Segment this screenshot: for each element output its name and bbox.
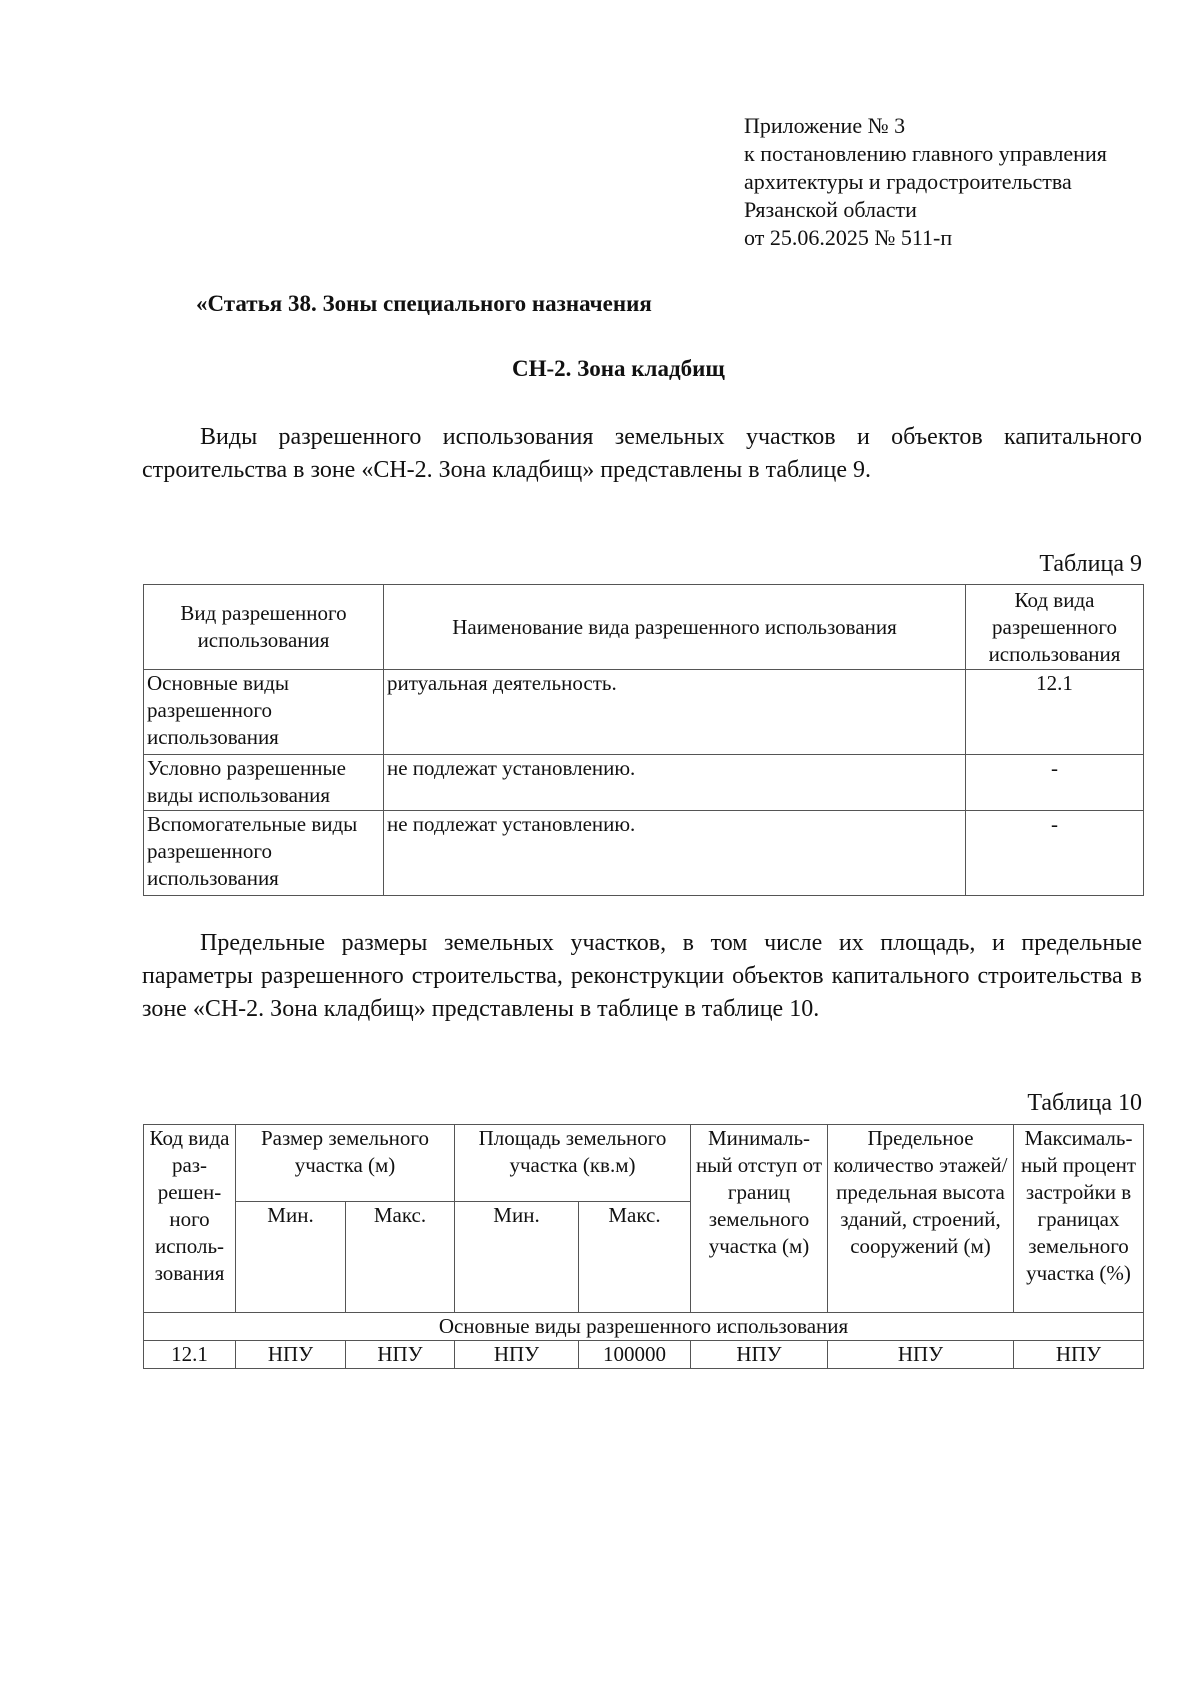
table-row (144, 755, 1144, 811)
table9-caption: Таблица 9 (1039, 551, 1142, 577)
header-cell: Код вида разрешенного использования (966, 585, 1144, 670)
table-cell-code: - (966, 755, 1144, 811)
zone-title: СН-2. Зона кладбищ (512, 356, 725, 381)
table-cell-code: - (966, 811, 1144, 896)
table-header-row (144, 585, 1144, 670)
table-row (144, 670, 1144, 755)
table-cell-name: не подлежат установлению. (384, 755, 966, 811)
header-cell: Вид разрешенного использования (144, 585, 384, 670)
table10 (143, 1124, 1144, 1369)
table-cell-type: Основные виды разрешенного использования (144, 670, 384, 755)
section-row (144, 1313, 1144, 1341)
header-cell-min: Мин. (455, 1202, 579, 1313)
header-cell-floors: Предельное количество этажей/ предельная высота зданий, строений, сооружений (м) (828, 1125, 1014, 1313)
header-line: к постановлению главного управления (744, 141, 1107, 166)
header-line: Приложение № 3 (744, 113, 906, 138)
header-cell-code: Код вида раз- решен- ного исполь- зования (144, 1125, 236, 1313)
table-cell: НПУ (691, 1341, 828, 1369)
header-cell-max-coverage: Максималь- ный процент застройки в границах земельного участка (%) (1014, 1125, 1144, 1313)
table-row (144, 811, 1144, 896)
table-cell: НПУ (1014, 1341, 1144, 1369)
table-header-row (144, 1125, 1144, 1202)
table-cell: 12.1 (144, 1341, 236, 1369)
table-cell-type: Условно разрешенные виды использования (144, 755, 384, 811)
table-cell: НПУ (455, 1341, 579, 1369)
appendix-header (744, 112, 1107, 252)
header-cell-min: Мин. (236, 1202, 346, 1313)
table-cell-code: 12.1 (966, 670, 1144, 755)
table-cell-name: не подлежат установлению. (384, 811, 966, 896)
table-cell: НПУ (346, 1341, 455, 1369)
table-cell-name: ритуальная деятельность. (384, 670, 966, 755)
table-cell: НПУ (236, 1341, 346, 1369)
table9 (143, 584, 1144, 896)
table-row (144, 1341, 1144, 1369)
table-cell-type: Вспомогательные виды разрешенного использования (144, 811, 384, 896)
table-cell: 100000 (579, 1341, 691, 1369)
article-title: «Статья 38. Зоны специального назначения (196, 291, 652, 316)
header-cell-min-setback: Минималь- ный отступ от границ земельного участка (м) (691, 1125, 828, 1313)
table-cell: НПУ (828, 1341, 1014, 1369)
header-line: Рязанской области (744, 197, 917, 222)
table10-caption: Таблица 10 (1027, 1090, 1142, 1116)
header-cell-plot-area: Площадь земельного участка (кв.м) (455, 1125, 691, 1202)
header-cell: Наименование вида разрешенного использования (384, 585, 966, 670)
paragraph-table9-intro: Виды разрешенного использования земельных участков и объектов капитального строительства в зоне «СН-2. Зона кладбищ» представлены в таблице 9. (142, 424, 1142, 483)
header-line: от 25.06.2025 № 511-п (744, 225, 953, 250)
header-cell-max: Макс. (346, 1202, 455, 1313)
header-cell-max: Макс. (579, 1202, 691, 1313)
header-line: архитектуры и градостроительства (744, 169, 1072, 194)
header-cell-plot-size: Размер земельного участка (м) (236, 1125, 455, 1202)
section-label: Основные виды разрешенного использования (144, 1313, 1144, 1341)
paragraph-table10-intro: Предельные размеры земельных участков, в том числе их площадь, и предельные параметры разрешенного строительства, реконструкции объектов капитального строительства в зоне «СН-2. Зона кладбищ» представлены в таблице в таблице 10. (142, 930, 1142, 1022)
